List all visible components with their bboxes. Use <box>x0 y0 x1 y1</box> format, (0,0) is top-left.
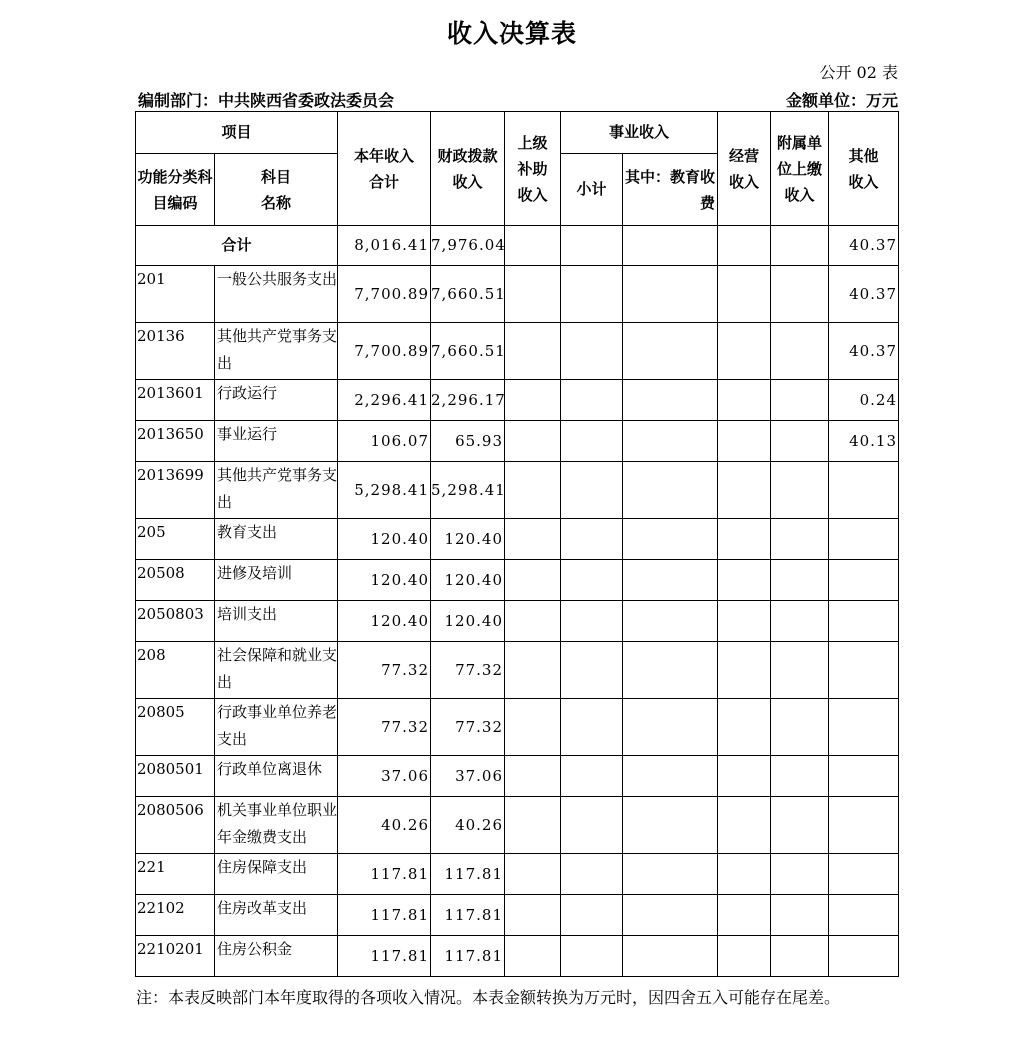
row-upper <box>505 560 561 601</box>
row-other <box>829 936 899 977</box>
row-upper <box>505 323 561 380</box>
row-affiliate <box>771 266 829 323</box>
row-name: 行政事业单位养老支出 <box>215 699 338 756</box>
row-name: 培训支出 <box>215 601 338 642</box>
row-operating <box>718 756 771 797</box>
row-name: 事业运行 <box>215 421 338 462</box>
row-edu-fee <box>623 421 718 462</box>
row-code: 20508 <box>136 560 215 601</box>
row-business-subtotal <box>561 699 623 756</box>
row-fiscal: 120.40 <box>431 560 505 601</box>
row-code: 2013650 <box>136 421 215 462</box>
total-fiscal-cell: 7,976.04 <box>431 226 505 266</box>
row-fiscal: 77.32 <box>431 642 505 699</box>
header-other: 其他收入 <box>829 112 899 226</box>
table-row <box>136 380 899 421</box>
row-edu-fee <box>623 519 718 560</box>
row-total: 77.32 <box>338 642 431 699</box>
table-row <box>136 462 899 519</box>
row-edu-fee <box>623 756 718 797</box>
row-code: 22102 <box>136 895 215 936</box>
row-business-subtotal <box>561 797 623 854</box>
row-name: 行政单位离退休 <box>215 756 338 797</box>
row-affiliate <box>771 380 829 421</box>
row-total: 117.81 <box>338 854 431 895</box>
row-affiliate <box>771 642 829 699</box>
row-business-subtotal <box>561 560 623 601</box>
row-business-subtotal <box>561 895 623 936</box>
table-row <box>136 323 899 380</box>
row-name: 住房改革支出 <box>215 895 338 936</box>
row-fiscal: 7,660.51 <box>431 323 505 380</box>
row-edu-fee <box>623 854 718 895</box>
row-affiliate <box>771 854 829 895</box>
table-row <box>136 854 899 895</box>
total-other-cell: 40.37 <box>829 226 899 266</box>
row-fiscal: 2,296.17 <box>431 380 505 421</box>
table-row <box>136 797 899 854</box>
row-total: 120.40 <box>338 519 431 560</box>
total-income-cell: 8,016.41 <box>338 226 431 266</box>
row-operating <box>718 699 771 756</box>
row-code: 20136 <box>136 323 215 380</box>
form-number: 公开 02 表 <box>819 63 898 82</box>
row-operating <box>718 421 771 462</box>
row-business-subtotal <box>561 323 623 380</box>
row-operating <box>718 519 771 560</box>
row-name: 住房保障支出 <box>215 854 338 895</box>
header-upper: 上级补助收入 <box>505 112 561 226</box>
row-fiscal: 120.40 <box>431 601 505 642</box>
row-other <box>829 519 899 560</box>
row-total: 106.07 <box>338 421 431 462</box>
row-other <box>829 756 899 797</box>
table-row <box>136 519 899 560</box>
row-affiliate <box>771 895 829 936</box>
row-fiscal: 77.32 <box>431 699 505 756</box>
header-edu-fee: 其中：教育收费 <box>623 154 718 226</box>
row-upper <box>505 797 561 854</box>
row-code: 205 <box>136 519 215 560</box>
row-fiscal: 117.81 <box>431 895 505 936</box>
row-edu-fee <box>623 323 718 380</box>
page-title: 收入决算表 <box>446 19 577 48</box>
header-func-code: 功能分类科目编码 <box>136 154 215 226</box>
table-row <box>136 699 899 756</box>
table-row <box>136 895 899 936</box>
row-upper <box>505 462 561 519</box>
row-business-subtotal <box>561 266 623 323</box>
row-fiscal: 40.26 <box>431 797 505 854</box>
row-upper <box>505 519 561 560</box>
row-upper <box>505 642 561 699</box>
row-other <box>829 797 899 854</box>
row-total: 7,700.89 <box>338 323 431 380</box>
row-total: 7,700.89 <box>338 266 431 323</box>
header-fiscal: 财政拨款收入 <box>431 112 505 226</box>
row-affiliate <box>771 756 829 797</box>
row-fiscal: 5,298.41 <box>431 462 505 519</box>
table-row <box>136 642 899 699</box>
row-other <box>829 895 899 936</box>
row-upper <box>505 936 561 977</box>
row-operating <box>718 462 771 519</box>
row-edu-fee <box>623 936 718 977</box>
row-name: 进修及培训 <box>215 560 338 601</box>
row-affiliate <box>771 560 829 601</box>
row-business-subtotal <box>561 854 623 895</box>
row-total: 120.40 <box>338 560 431 601</box>
row-code: 2013699 <box>136 462 215 519</box>
row-other <box>829 642 899 699</box>
row-edu-fee <box>623 560 718 601</box>
header-item: 项目 <box>136 112 338 154</box>
row-upper <box>505 895 561 936</box>
row-other <box>829 601 899 642</box>
footnote: 注：本表反映部门本年度取得的各项收入情况。本表金额转换为万元时，因四舍五入可能存在尾差。 <box>136 988 841 1007</box>
header-subject-name: 科目名称 <box>215 154 338 226</box>
row-affiliate <box>771 699 829 756</box>
row-code: 201 <box>136 266 215 323</box>
income-table <box>135 111 899 977</box>
row-edu-fee <box>623 266 718 323</box>
compiling-department: 编制部门：中共陕西省委政法委员会 <box>138 91 395 110</box>
row-other: 40.37 <box>829 323 899 380</box>
table-row <box>136 601 899 642</box>
row-code: 2050803 <box>136 601 215 642</box>
header-subtotal: 小计 <box>561 154 623 226</box>
row-operating <box>718 936 771 977</box>
row-name: 一般公共服务支出 <box>215 266 338 323</box>
row-upper <box>505 854 561 895</box>
row-operating <box>718 797 771 854</box>
row-edu-fee <box>623 642 718 699</box>
row-operating <box>718 323 771 380</box>
row-edu-fee <box>623 699 718 756</box>
row-other: 40.37 <box>829 266 899 323</box>
table-row <box>136 756 899 797</box>
row-total: 5,298.41 <box>338 462 431 519</box>
row-business-subtotal <box>561 936 623 977</box>
row-total: 120.40 <box>338 601 431 642</box>
row-other <box>829 854 899 895</box>
row-operating <box>718 560 771 601</box>
row-other <box>829 560 899 601</box>
row-total: 2,296.41 <box>338 380 431 421</box>
row-other <box>829 462 899 519</box>
header-operating: 经营收入 <box>718 112 771 226</box>
row-fiscal: 37.06 <box>431 756 505 797</box>
row-fiscal: 7,660.51 <box>431 266 505 323</box>
row-name: 机关事业单位职业年金缴费支出 <box>215 797 338 854</box>
row-code: 221 <box>136 854 215 895</box>
row-other: 0.24 <box>829 380 899 421</box>
row-affiliate <box>771 936 829 977</box>
amount-unit: 金额单位：万元 <box>785 91 898 110</box>
row-name: 其他共产党事务支出 <box>215 323 338 380</box>
data-rows <box>136 266 899 977</box>
row-total: 37.06 <box>338 756 431 797</box>
row-business-subtotal <box>561 421 623 462</box>
row-operating <box>718 642 771 699</box>
header-total: 本年收入合计 <box>338 112 431 226</box>
row-total: 40.26 <box>338 797 431 854</box>
header-business: 事业收入 <box>561 112 718 154</box>
row-edu-fee <box>623 895 718 936</box>
row-name: 住房公积金 <box>215 936 338 977</box>
row-business-subtotal <box>561 642 623 699</box>
row-upper <box>505 601 561 642</box>
row-code: 20805 <box>136 699 215 756</box>
row-code: 2080501 <box>136 756 215 797</box>
table-row <box>136 936 899 977</box>
total-label: 合计 <box>136 226 338 266</box>
row-operating <box>718 601 771 642</box>
header-affiliate: 附属单位上缴收入 <box>771 112 829 226</box>
row-business-subtotal <box>561 462 623 519</box>
row-affiliate <box>771 601 829 642</box>
row-business-subtotal <box>561 380 623 421</box>
row-other <box>829 699 899 756</box>
row-name: 教育支出 <box>215 519 338 560</box>
row-upper <box>505 699 561 756</box>
row-total: 117.81 <box>338 895 431 936</box>
row-fiscal: 117.81 <box>431 854 505 895</box>
row-edu-fee <box>623 380 718 421</box>
row-code: 2013601 <box>136 380 215 421</box>
row-code: 2080506 <box>136 797 215 854</box>
row-business-subtotal <box>561 519 623 560</box>
row-edu-fee <box>623 601 718 642</box>
row-affiliate <box>771 421 829 462</box>
row-operating <box>718 380 771 421</box>
row-name: 行政运行 <box>215 380 338 421</box>
row-code: 2210201 <box>136 936 215 977</box>
row-operating <box>718 266 771 323</box>
row-fiscal: 65.93 <box>431 421 505 462</box>
row-total: 117.81 <box>338 936 431 977</box>
row-affiliate <box>771 462 829 519</box>
row-upper <box>505 756 561 797</box>
row-affiliate <box>771 797 829 854</box>
row-total: 77.32 <box>338 699 431 756</box>
row-other: 40.13 <box>829 421 899 462</box>
table-row <box>136 266 899 323</box>
table-row <box>136 560 899 601</box>
row-fiscal: 117.81 <box>431 936 505 977</box>
row-operating <box>718 895 771 936</box>
row-upper <box>505 266 561 323</box>
row-code: 208 <box>136 642 215 699</box>
row-edu-fee <box>623 797 718 854</box>
row-edu-fee <box>623 462 718 519</box>
row-business-subtotal <box>561 756 623 797</box>
table-row <box>136 421 899 462</box>
row-business-subtotal <box>561 601 623 642</box>
row-name: 社会保障和就业支出 <box>215 642 338 699</box>
row-operating <box>718 854 771 895</box>
row-affiliate <box>771 323 829 380</box>
row-fiscal: 120.40 <box>431 519 505 560</box>
row-upper <box>505 421 561 462</box>
row-name: 其他共产党事务支出 <box>215 462 338 519</box>
row-affiliate <box>771 519 829 560</box>
row-upper <box>505 380 561 421</box>
